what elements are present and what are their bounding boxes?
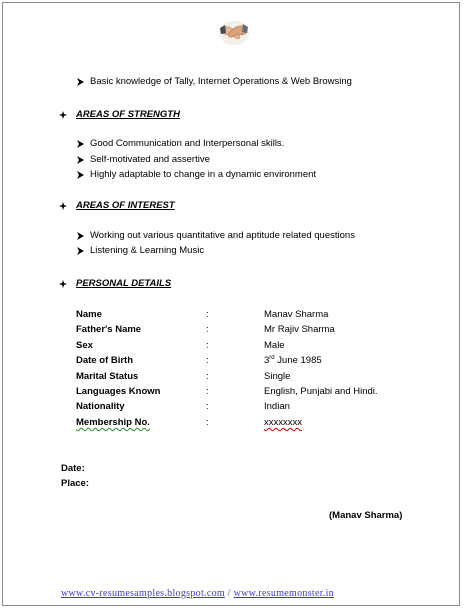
- field-label: Membership No.: [76, 417, 150, 428]
- dob-rest: June 1985: [274, 355, 322, 366]
- colon: :: [206, 355, 209, 366]
- footer-link-cv-resumesamples[interactable]: www.cv-resumesamples.blogspot.com: [61, 588, 225, 599]
- interest-text: Working out various quantitative and aptitude related questions: [90, 230, 355, 241]
- arrow-bullet-icon: [77, 78, 84, 86]
- strength-text: Highly adaptable to change in a dynamic environment: [90, 169, 317, 180]
- date-label: Date:: [61, 463, 85, 474]
- colon: :: [206, 324, 209, 335]
- field-value: [264, 355, 322, 367]
- heading-text: AREAS OF INTEREST: [76, 200, 175, 211]
- colon: :: [206, 417, 209, 428]
- interest-text: Listening & Learning Music: [90, 245, 205, 256]
- strength-text: Self-motivated and assertive: [90, 154, 210, 165]
- field-value: Mr Rajiv Sharma: [264, 324, 335, 335]
- arrow-bullet-icon: [77, 171, 84, 179]
- arrow-bullet-icon: [77, 140, 84, 148]
- diamond-bullet-icon: [59, 280, 67, 288]
- arrow-bullet-icon: [77, 232, 84, 240]
- arrow-bullet-icon: [77, 156, 84, 164]
- field-label: Name: [76, 309, 102, 320]
- handshake-icon: [217, 15, 251, 49]
- strength-text: Good Communication and Interpersonal skills.: [90, 138, 285, 149]
- heading-text: PERSONAL DETAILS: [76, 278, 172, 289]
- field-label: Marital Status: [76, 371, 139, 382]
- colon: :: [206, 386, 209, 397]
- skill-text: Basic knowledge of Tally, Internet Operations & Web Browsing: [90, 76, 352, 87]
- arrow-bullet-icon: [77, 247, 84, 255]
- colon: :: [206, 401, 209, 412]
- field-label: Date of Birth: [76, 355, 133, 366]
- dob-suffix: rd: [269, 354, 275, 361]
- field-value: Male: [264, 340, 285, 351]
- colon: :: [206, 340, 209, 351]
- field-value: English, Punjabi and Hindi.: [264, 386, 378, 397]
- diamond-bullet-icon: [59, 111, 67, 119]
- colon: :: [206, 371, 209, 382]
- footer-links: [61, 588, 334, 600]
- field-value: Manav Sharma: [264, 309, 329, 320]
- diamond-bullet-icon: [59, 202, 67, 210]
- colon: :: [206, 309, 209, 320]
- field-value: Single: [264, 371, 291, 382]
- field-value: Indian: [264, 401, 290, 412]
- place-label: Place:: [61, 478, 89, 489]
- field-label: Sex: [76, 340, 93, 351]
- signature-name: (Manav Sharma): [329, 510, 403, 521]
- resume-page: [2, 2, 460, 606]
- field-value: xxxxxxxx: [264, 417, 302, 428]
- footer-link-resumemonster[interactable]: www.resumemonster.in: [233, 588, 334, 599]
- field-label: Nationality: [76, 401, 125, 412]
- field-label: Languages Known: [76, 386, 161, 397]
- link-separator: /: [224, 588, 234, 599]
- dob-day: 3: [264, 355, 270, 366]
- field-label: Father's Name: [76, 324, 142, 335]
- heading-text: AREAS OF STRENGTH: [76, 109, 180, 120]
